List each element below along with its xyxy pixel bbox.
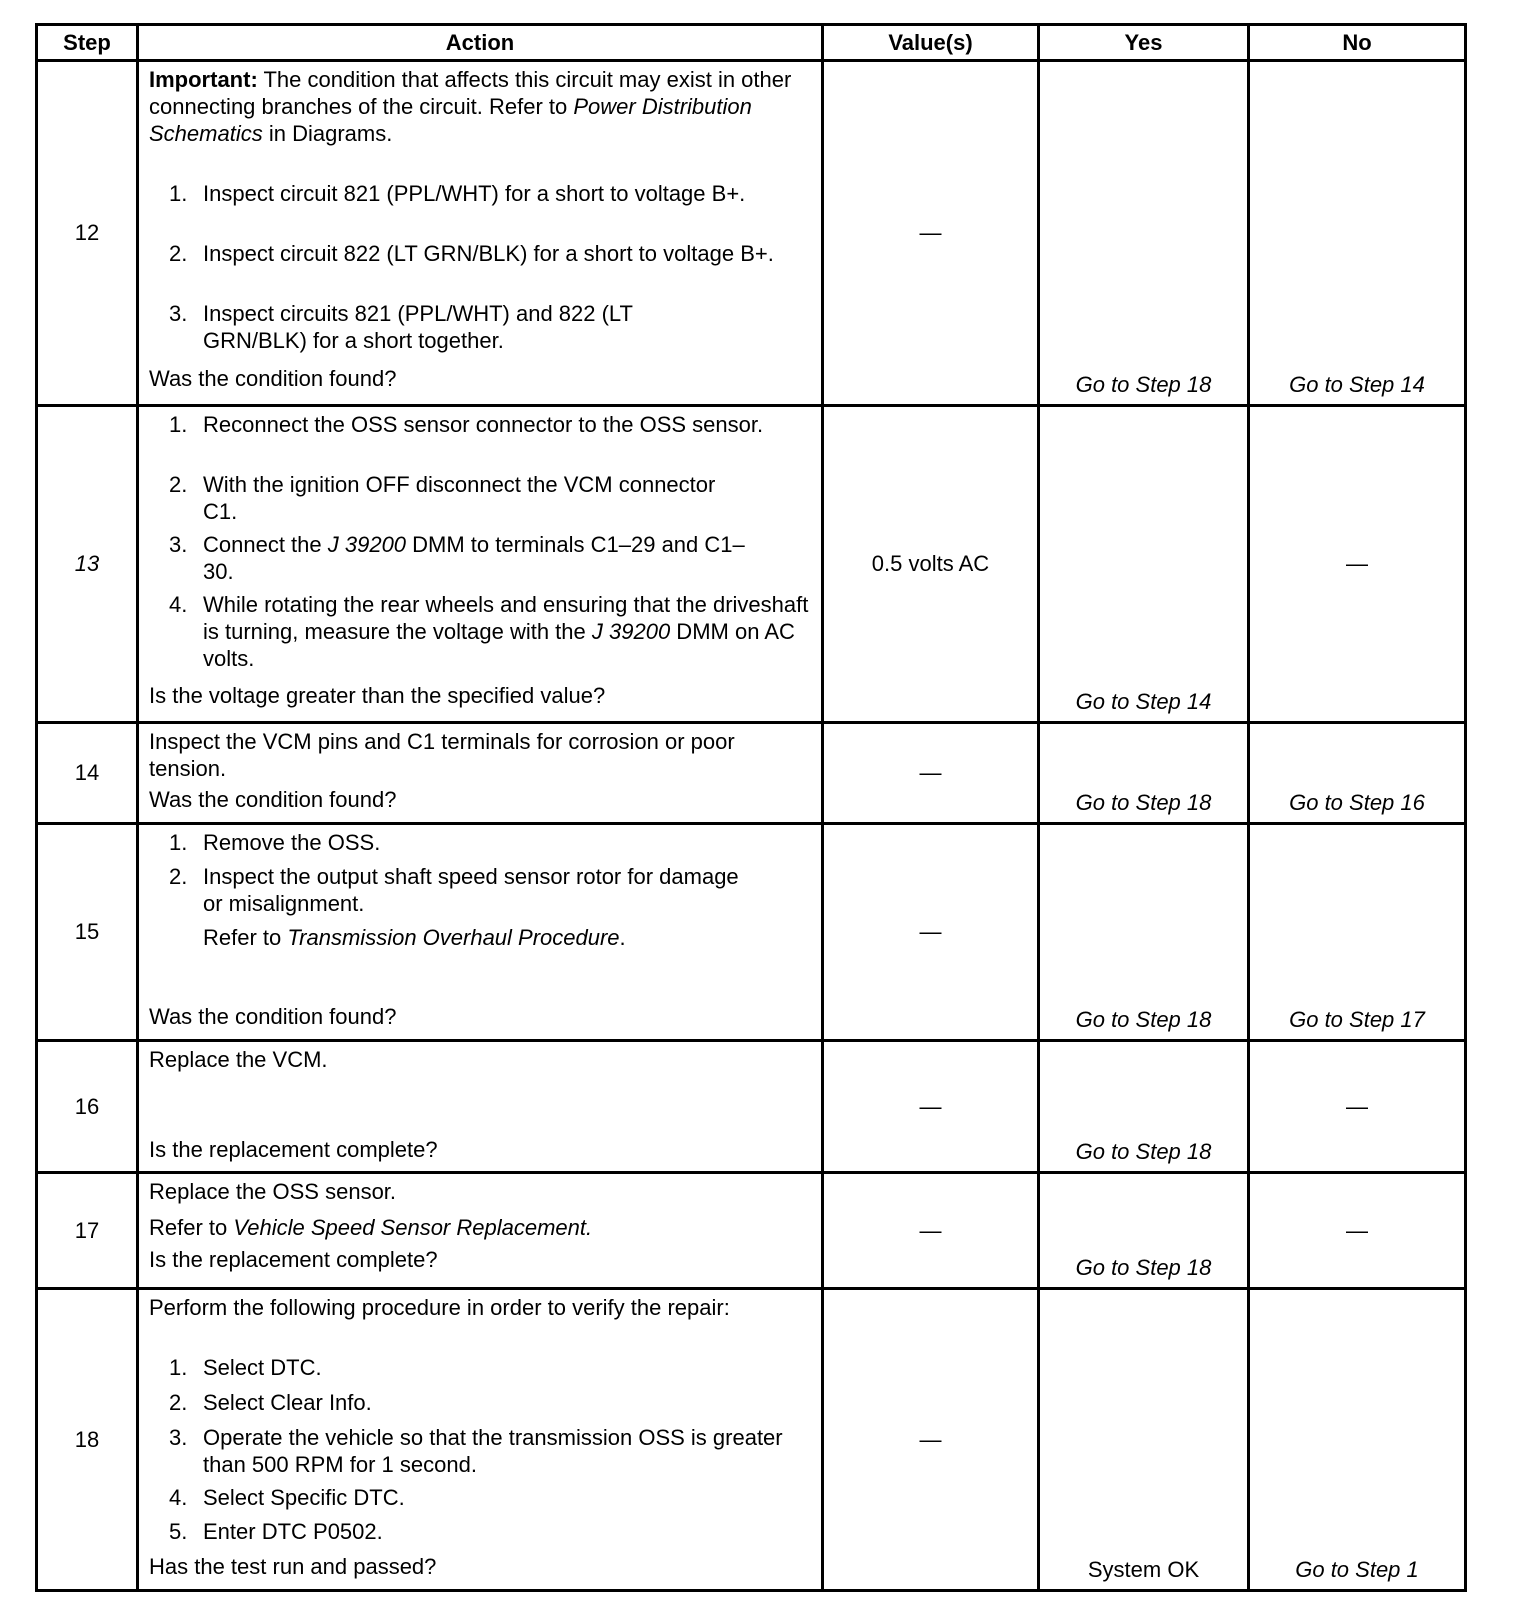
diagnostic-table xyxy=(35,23,1467,1592)
item-text: Select DTC. xyxy=(203,1355,322,1380)
yes-link[interactable]: Go to Step 14 xyxy=(1075,689,1212,714)
item-number: 2. xyxy=(169,472,188,497)
item-number: 1. xyxy=(169,1355,188,1380)
item-text: While rotating the rear wheels and ensuring that the driveshaft is turning, measure the voltage with the xyxy=(203,592,809,644)
header-action: Action xyxy=(445,29,515,55)
question: Is the voltage greater than the specified value? xyxy=(149,683,606,708)
note-text: in Diagrams. xyxy=(262,121,393,146)
question: Is the replacement complete? xyxy=(149,1137,438,1162)
note-text: Refer to xyxy=(203,925,288,950)
item-text: Connect the xyxy=(203,532,328,557)
no-cell: — xyxy=(1346,1217,1368,1243)
item-text: Inspect circuit 822 (LT GRN/BLK) for a short to voltage B+. xyxy=(203,241,774,266)
item-text: DMM to terminals C1–29 and C1–30. xyxy=(203,532,745,584)
action-text: Perform the following procedure in order to verify the repair: xyxy=(149,1295,730,1320)
header-values: Value(s) xyxy=(888,29,973,55)
header-no: No xyxy=(1342,29,1372,55)
item-text: Inspect the output shaft speed sensor rotor for damage or misalignment. xyxy=(203,864,739,916)
item-number: 2. xyxy=(169,1390,188,1415)
no-link[interactable]: Go to Step 14 xyxy=(1289,372,1425,397)
list-item xyxy=(169,1518,813,1545)
item-number: 3. xyxy=(169,1425,188,1450)
step-number: 18 xyxy=(74,1426,100,1452)
item-number: 1. xyxy=(169,181,188,206)
item-number: 2. xyxy=(169,864,188,889)
note-text: The condition that affects this circuit may exist in other connecting branches of the circuit. Refer to xyxy=(149,67,792,119)
step-number: 14 xyxy=(74,760,100,785)
list-item xyxy=(169,1389,813,1416)
yes-result: System OK xyxy=(1087,1557,1200,1582)
header-step: Step xyxy=(63,29,111,55)
value-cell: — xyxy=(919,1217,942,1243)
reference-note xyxy=(149,1214,813,1241)
step-number: 13 xyxy=(74,551,100,576)
list-item xyxy=(169,411,813,438)
reference-link[interactable]: Transmission Overhaul Procedure xyxy=(287,925,620,950)
no-link[interactable]: Go to Step 1 xyxy=(1295,1557,1419,1582)
list-item xyxy=(169,1484,813,1511)
value-cell: — xyxy=(919,220,942,245)
value-cell: — xyxy=(919,1426,942,1452)
step-number: 12 xyxy=(74,220,100,245)
note-text: . xyxy=(619,925,626,950)
action-cell xyxy=(139,62,821,404)
item-number: 1. xyxy=(169,412,188,437)
action-text: Replace the VCM. xyxy=(149,1047,328,1072)
reference-link[interactable]: Vehicle Speed Sensor Replacement. xyxy=(233,1215,593,1240)
reference-note xyxy=(203,924,813,951)
question: Was the condition found? xyxy=(149,366,397,391)
action-cell xyxy=(139,1174,821,1287)
step-number: 16 xyxy=(74,1093,100,1119)
note-text: Refer to xyxy=(149,1215,234,1240)
item-text: Reconnect the OSS sensor connector to the OSS sensor. xyxy=(203,412,764,437)
action-cell xyxy=(139,825,821,1039)
question: Was the condition found? xyxy=(149,787,397,812)
value-cell: 0.5 volts AC xyxy=(871,551,990,576)
value-cell: — xyxy=(919,919,942,944)
item-number: 3. xyxy=(169,301,188,326)
action-cell xyxy=(139,407,821,721)
item-text: Inspect circuit 821 (PPL/WHT) for a short to voltage B+. xyxy=(203,181,746,206)
list-item xyxy=(169,240,813,267)
table-border-right xyxy=(1464,23,1467,1592)
value-cell: — xyxy=(919,760,942,785)
list-item xyxy=(169,591,813,672)
action-cell xyxy=(139,1042,821,1171)
tool-reference: J 39200 xyxy=(591,619,671,644)
item-number: 3. xyxy=(169,532,188,557)
list-item xyxy=(169,180,813,207)
item-text: With the ignition OFF disconnect the VCM connector C1. xyxy=(203,472,716,524)
table-border-bottom xyxy=(35,1589,1467,1592)
list-item xyxy=(169,471,741,525)
list-item xyxy=(169,300,721,354)
item-text: Select Clear Info. xyxy=(203,1390,372,1415)
yes-link[interactable]: Go to Step 18 xyxy=(1075,790,1212,815)
step-number: 15 xyxy=(74,919,100,944)
yes-link[interactable]: Go to Step 18 xyxy=(1075,1139,1212,1164)
item-text: Operate the vehicle so that the transmission OSS is greater than 500 RPM for 1 second. xyxy=(203,1425,783,1477)
item-text: Remove the OSS. xyxy=(203,830,381,855)
action-cell xyxy=(139,1290,821,1589)
list-item xyxy=(169,531,751,585)
item-number: 4. xyxy=(169,592,188,617)
action-cell xyxy=(139,724,821,822)
yes-link[interactable]: Go to Step 18 xyxy=(1075,1007,1212,1032)
step-number: 17 xyxy=(74,1217,100,1243)
list-item xyxy=(169,1424,813,1478)
yes-link[interactable]: Go to Step 18 xyxy=(1075,372,1212,397)
no-link[interactable]: Go to Step 17 xyxy=(1289,1007,1425,1032)
list-item xyxy=(169,829,813,856)
action-text: Inspect the VCM pins and C1 terminals for corrosion or poor tension. xyxy=(149,729,735,781)
reference-link[interactable]: Power Distribution Schematics xyxy=(149,94,752,146)
item-number: 1. xyxy=(169,830,188,855)
list-item xyxy=(169,863,761,917)
item-text: Select Specific DTC. xyxy=(203,1485,405,1510)
no-cell: — xyxy=(1346,1093,1368,1119)
item-number: 4. xyxy=(169,1485,188,1510)
item-text: Enter DTC P0502. xyxy=(203,1519,383,1544)
important-label: Important: xyxy=(149,67,258,92)
tool-reference: J 39200 xyxy=(327,532,407,557)
item-number: 2. xyxy=(169,241,188,266)
item-number: 5. xyxy=(169,1519,188,1544)
no-cell: — xyxy=(1346,551,1368,576)
list-item xyxy=(169,1354,813,1381)
question: Is the replacement complete? xyxy=(149,1247,438,1272)
yes-link[interactable]: Go to Step 18 xyxy=(1075,1255,1212,1280)
question: Has the test run and passed? xyxy=(149,1554,437,1579)
important-note xyxy=(149,66,813,147)
item-text: Inspect circuits 821 (PPL/WHT) and 822 (LT GRN/BLK) for a short together. xyxy=(203,301,633,353)
action-text: Replace the OSS sensor. xyxy=(149,1179,397,1204)
header-yes: Yes xyxy=(1124,29,1163,55)
no-link[interactable]: Go to Step 16 xyxy=(1289,790,1425,815)
item-text: DMM on AC volts. xyxy=(203,619,795,671)
value-cell: — xyxy=(919,1093,942,1119)
question: Was the condition found? xyxy=(149,1004,397,1029)
